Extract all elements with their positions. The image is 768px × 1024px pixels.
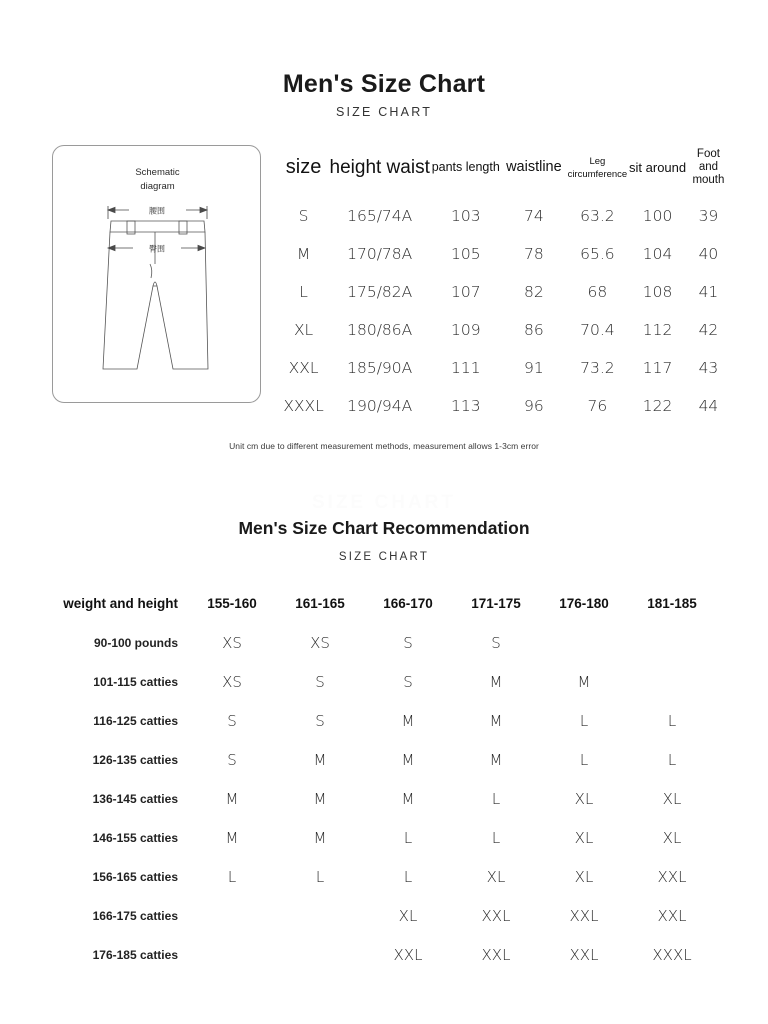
row-label-weight: 101-115 catties xyxy=(93,674,178,689)
table-row xyxy=(56,818,716,857)
recommendation-subtitle: SIZE CHART xyxy=(338,551,430,563)
column-header-height-171-175: 171-175 xyxy=(471,596,521,611)
cell-recommended-size: XXL xyxy=(393,945,423,964)
table-row xyxy=(278,311,730,349)
column-header-sit-around: sit around xyxy=(629,160,687,175)
row-label-weight: 166-175 catties xyxy=(92,908,178,923)
size-recommendation-body xyxy=(56,623,716,974)
cell-recommended-size: XXL xyxy=(569,945,599,964)
cell-recommended-size: L xyxy=(227,867,237,886)
cell-recommended-size: M xyxy=(401,750,415,769)
row-label-weight: 126-135 catties xyxy=(92,752,178,767)
cell-recommended-size: L xyxy=(667,750,677,769)
cell-pants-length: 111 xyxy=(450,359,481,377)
cell-waistline: 78 xyxy=(524,245,544,263)
cell-size: XL xyxy=(293,321,314,339)
table-row xyxy=(278,349,730,387)
row-label-weight: 136-145 catties xyxy=(92,791,178,806)
cell-recommended-size: M xyxy=(313,789,327,808)
table-row xyxy=(56,662,716,701)
table-row xyxy=(56,740,716,779)
cell-recommended-size: XXXL xyxy=(652,945,692,964)
table-row xyxy=(278,197,730,235)
cell-height-waist: 180/86A xyxy=(347,321,413,339)
cell-recommended-size: L xyxy=(315,867,325,886)
cell-recommended-size xyxy=(276,896,364,935)
cell-size: XXXL xyxy=(283,397,324,415)
cell-recommended-size: M xyxy=(577,672,591,691)
cell-recommended-size: XL xyxy=(486,867,506,886)
cell-pants-length: 113 xyxy=(450,397,481,415)
column-header-height-waist: height waist xyxy=(329,157,430,178)
cell-recommended-size: S xyxy=(403,672,413,691)
cell-recommended-size: M xyxy=(225,828,239,847)
row-label-weight: 176-185 catties xyxy=(92,947,178,962)
leg-header-line2: circumference xyxy=(567,168,628,180)
cell-recommended-size: XS xyxy=(222,672,242,691)
cell-height-waist: 185/90A xyxy=(347,359,413,377)
table-row xyxy=(56,779,716,818)
cell-recommended-size: M xyxy=(489,672,503,691)
page-title: Men's Size Chart xyxy=(282,70,486,98)
cell-recommended-size: XL xyxy=(662,789,682,808)
size-recommendation-table xyxy=(56,596,716,974)
foot-header-line2: mouth xyxy=(692,174,725,186)
column-header-height-155-160: 155-160 xyxy=(207,596,257,611)
column-header-size: size xyxy=(285,156,322,178)
table-header-row xyxy=(56,596,716,623)
cell-recommended-size: L xyxy=(667,711,677,730)
cell-recommended-size: S xyxy=(315,711,325,730)
leg-header-line1: Leg xyxy=(589,155,606,167)
size-measurements-body xyxy=(278,197,730,425)
cell-foot-and-mouth: 41 xyxy=(698,283,719,301)
cell-recommended-size: XXL xyxy=(657,906,687,925)
cell-recommended-size: S xyxy=(491,633,501,652)
cell-recommended-size: XS xyxy=(310,633,330,652)
table-row xyxy=(278,235,730,273)
column-header-waistline: waistline xyxy=(506,159,562,175)
table-row xyxy=(278,273,730,311)
cell-recommended-size: M xyxy=(489,750,503,769)
cell-recommended-size: L xyxy=(491,789,501,808)
cell-height-waist: 190/94A xyxy=(347,397,413,415)
cell-leg-circumference: 63.2 xyxy=(580,207,615,225)
cell-recommended-size: L xyxy=(403,867,413,886)
cell-foot-and-mouth: 42 xyxy=(698,321,719,339)
table-row xyxy=(56,857,716,896)
cell-pants-length: 105 xyxy=(450,245,481,263)
cell-waistline: 86 xyxy=(524,321,544,339)
cell-size: M xyxy=(296,245,311,263)
schematic-diagram-box xyxy=(52,145,261,403)
watermark-text: SIZE CHART xyxy=(312,492,456,513)
schematic-label-line1: Schematic xyxy=(135,167,180,178)
cell-size: S xyxy=(298,207,309,225)
cell-recommended-size: XXL xyxy=(569,906,599,925)
cell-recommended-size: XL xyxy=(574,828,594,847)
table-header-row xyxy=(278,148,730,197)
row-label-weight: 90-100 pounds xyxy=(93,635,178,650)
cell-foot-and-mouth: 39 xyxy=(698,207,719,225)
recommendation-title: Men's Size Chart Recommendation xyxy=(238,518,530,538)
cell-recommended-size: XS xyxy=(222,633,242,652)
cell-recommended-size xyxy=(188,896,276,935)
cell-recommended-size: L xyxy=(579,750,589,769)
cell-waistline: 74 xyxy=(524,207,544,225)
cell-foot-and-mouth: 44 xyxy=(698,397,719,415)
cell-height-waist: 170/78A xyxy=(347,245,413,263)
column-header-leg-circumference xyxy=(567,148,629,197)
cell-recommended-size: XL xyxy=(574,789,594,808)
cell-pants-length: 109 xyxy=(450,321,481,339)
cell-pants-length: 107 xyxy=(450,283,481,301)
schematic-diagram-label xyxy=(53,166,262,194)
column-header-pants-length: pants length xyxy=(431,160,500,174)
cell-height-waist: 175/82A xyxy=(347,283,413,301)
cell-recommended-size: M xyxy=(401,789,415,808)
page-subtitle: SIZE CHART xyxy=(335,105,433,119)
cell-recommended-size: XL xyxy=(574,867,594,886)
cell-recommended-size: M xyxy=(313,750,327,769)
foot-header-line1: Foot and xyxy=(696,148,720,173)
cell-size: L xyxy=(299,283,308,301)
cell-recommended-size: L xyxy=(579,711,589,730)
cell-leg-circumference: 65.6 xyxy=(580,245,615,263)
column-header-foot-and-mouth xyxy=(687,148,730,197)
cell-waistline: 82 xyxy=(524,283,544,301)
table-row xyxy=(56,896,716,935)
cell-height-waist: 165/74A xyxy=(347,207,413,225)
column-header-height-181-185: 181-185 xyxy=(647,596,697,611)
cell-leg-circumference: 76 xyxy=(587,397,608,415)
cell-recommended-size: XL xyxy=(662,828,682,847)
column-header-weight-and-height: weight and height xyxy=(63,596,178,611)
pants-schematic-icon xyxy=(53,194,262,399)
dimension-label-waist: 腰围 xyxy=(149,206,165,216)
cell-recommended-size xyxy=(188,935,276,974)
cell-sit-around: 112 xyxy=(642,321,673,339)
cell-recommended-size xyxy=(628,623,716,662)
cell-foot-and-mouth: 43 xyxy=(698,359,719,377)
row-label-weight: 146-155 catties xyxy=(92,830,178,845)
cell-recommended-size: L xyxy=(403,828,413,847)
cell-leg-circumference: 68 xyxy=(587,283,608,301)
cell-sit-around: 122 xyxy=(642,397,673,415)
cell-recommended-size: M xyxy=(489,711,503,730)
cell-recommended-size: M xyxy=(401,711,415,730)
cell-recommended-size xyxy=(540,623,628,662)
table-row xyxy=(56,623,716,662)
cell-size: XXL xyxy=(288,359,319,377)
row-label-weight: 156-165 catties xyxy=(92,869,178,884)
column-header-height-176-180: 176-180 xyxy=(559,596,609,611)
column-header-height-166-170: 166-170 xyxy=(383,596,433,611)
table-row xyxy=(278,387,730,425)
cell-leg-circumference: 70.4 xyxy=(580,321,615,339)
cell-recommended-size: XL xyxy=(398,906,418,925)
cell-foot-and-mouth: 40 xyxy=(698,245,719,263)
cell-waistline: 96 xyxy=(524,397,544,415)
cell-sit-around: 117 xyxy=(642,359,673,377)
cell-recommended-size: XXL xyxy=(481,906,511,925)
cell-recommended-size: S xyxy=(315,672,325,691)
cell-recommended-size: M xyxy=(313,828,327,847)
size-measurements-table xyxy=(278,148,730,425)
cell-pants-length: 103 xyxy=(450,207,481,225)
cell-waistline: 91 xyxy=(524,359,544,377)
cell-recommended-size: XXL xyxy=(657,867,687,886)
cell-recommended-size: S xyxy=(403,633,413,652)
cell-recommended-size: L xyxy=(491,828,501,847)
cell-recommended-size: S xyxy=(227,711,237,730)
row-label-weight: 116-125 catties xyxy=(93,713,178,728)
column-header-height-161-165: 161-165 xyxy=(295,596,345,611)
measurement-note: Unit cm due to different measurement methods, measurement allows 1-3cm error xyxy=(229,441,539,451)
table-row xyxy=(56,935,716,974)
cell-recommended-size: S xyxy=(227,750,237,769)
cell-recommended-size: XXL xyxy=(481,945,511,964)
cell-recommended-size: M xyxy=(225,789,239,808)
dimension-label-hip: 臀围 xyxy=(149,244,165,254)
cell-sit-around: 104 xyxy=(642,245,673,263)
cell-sit-around: 100 xyxy=(642,207,673,225)
schematic-label-line2: diagram xyxy=(140,181,175,192)
cell-leg-circumference: 73.2 xyxy=(580,359,615,377)
cell-recommended-size xyxy=(276,935,364,974)
cell-recommended-size xyxy=(628,662,716,701)
table-row xyxy=(56,701,716,740)
cell-sit-around: 108 xyxy=(642,283,673,301)
